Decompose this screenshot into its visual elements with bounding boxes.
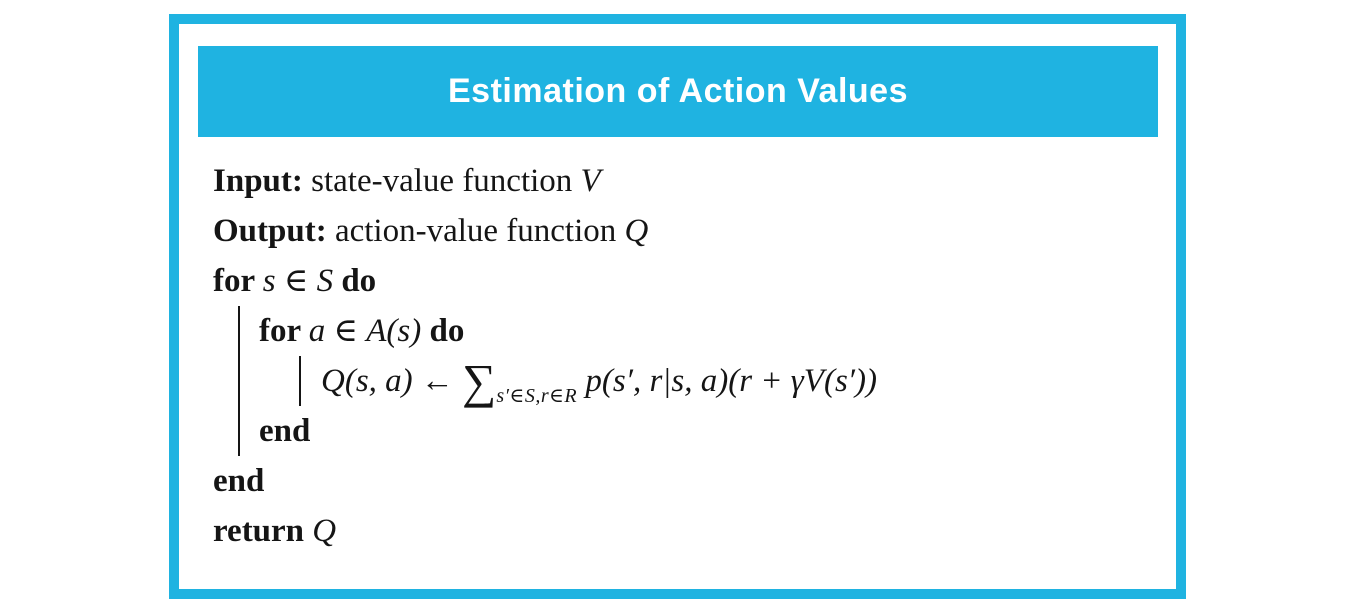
output-keyword: Output:	[213, 213, 327, 249]
end-keyword: end	[259, 413, 311, 449]
element-of-symbol: ∈	[275, 263, 317, 299]
var-s: s	[262, 263, 276, 299]
input-line	[213, 156, 877, 206]
return-line	[213, 506, 877, 556]
var-V: V	[580, 163, 601, 199]
do-keyword: do	[421, 313, 465, 349]
output-description: action-value function	[326, 213, 625, 249]
algorithm-title: Estimation of Action Values	[448, 72, 908, 110]
algorithm-title-bar	[198, 46, 1158, 137]
do-keyword: do	[333, 263, 377, 299]
left-arrow-symbol: ←	[412, 363, 463, 399]
return-keyword: return	[213, 513, 313, 549]
inner-for-line	[259, 306, 877, 356]
state-set-S: S	[316, 263, 334, 299]
algorithm-box	[169, 14, 1186, 599]
element-of-symbol: ∈	[325, 313, 367, 349]
outer-end-line	[213, 456, 877, 506]
inner-end-line	[259, 406, 877, 456]
for-keyword: for	[259, 313, 309, 349]
q-value-lhs: Q(s, a)	[321, 363, 413, 399]
summation-subscript: s′∈S,r∈R	[496, 385, 578, 407]
outer-for-line	[213, 256, 877, 306]
action-set-arg: (s)	[386, 313, 422, 349]
for-keyword: for	[213, 263, 263, 299]
var-a: a	[308, 313, 326, 349]
input-keyword: Input:	[213, 163, 303, 199]
var-Q: Q	[624, 213, 649, 249]
update-line	[321, 355, 877, 409]
expected-return-expression: p(s′, r|s, a)(r + γV(s′))	[577, 363, 877, 399]
inner-for-block	[299, 355, 877, 409]
action-set-A: A	[366, 313, 387, 349]
var-Q: Q	[312, 513, 337, 549]
input-description: state-value function	[302, 163, 581, 199]
output-line	[213, 206, 877, 256]
pseudocode	[213, 156, 877, 556]
end-keyword: end	[213, 463, 265, 499]
summation-symbol: ∑	[462, 355, 497, 409]
outer-for-block	[238, 306, 877, 456]
